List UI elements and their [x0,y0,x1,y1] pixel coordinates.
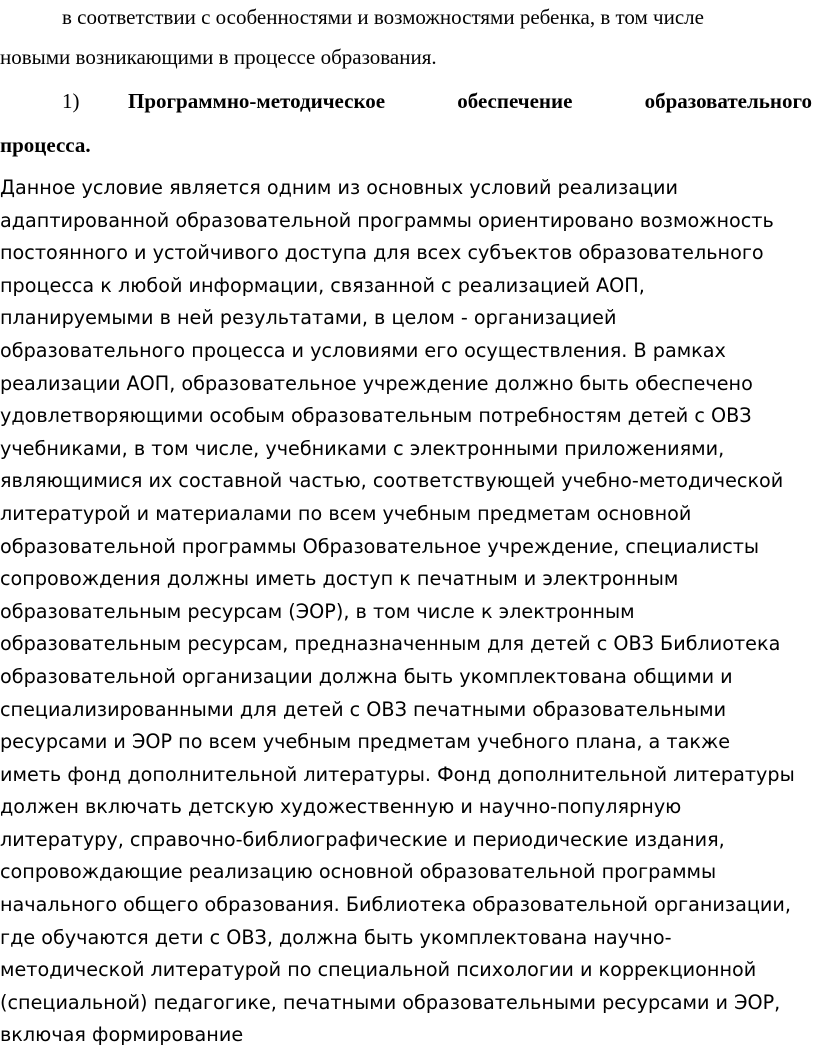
body-line: ресурсами и ЭОР по всем учебным предметам учебного плана, а также [0,730,731,754]
section-heading [0,86,812,116]
body-line: удовлетворяющими особым образовательным потребностям детей с ОВЗ [0,404,752,428]
body-line: образовательным ресурсам (ЭОР), в том числе к электронным [0,599,635,623]
intro-line-2: новыми возникающими в процессе образования. [0,45,437,69]
body-line: Данное условие является одним из основных условий реализации [0,176,678,199]
body-line: (специальной) педагогике, печатными образовательными ресурсами и ЭОР, [0,990,781,1014]
body-line: сопровождающие реализацию основной образовательной программы [0,860,717,884]
body-line: являющимися их составной частью, соответствующей учебно-методической [0,469,784,493]
body-line: где обучаются дети с ОВЗ, должна быть укомплектована научно- [0,925,672,949]
body-line: должен включать детскую художественную и научно-популярную [0,795,682,819]
body-line: учебниками, в том числе, учебниками с электронными приложениями, [0,436,725,460]
section-title-continuation: процесса. [0,133,91,157]
body-line: постоянного и устойчивого доступа для всех субъектов образовательного [0,241,764,265]
body-line: литературу, справочно-библиографические и периодические издания, [0,827,725,851]
section-title: Программно-методическое обеспечение образовательного [128,89,812,113]
body-line: реализации АОП, образовательное учреждение должно быть обеспечено [0,371,753,395]
body-paragraph [0,172,812,1052]
intro-line-1: в соответствии с особенностями и возможностями ребенка, в том числе [62,5,704,29]
body-line: иметь фонд дополнительной литературы. Фонд дополнительной литературы [0,762,795,786]
body-line: процесса к любой информации, связанной с реализацией АОП, [0,273,645,297]
body-line: образовательной программы Образовательное учреждение, специалисты [0,534,760,558]
body-line: образовательного процесса и условиями его осуществления. В рамках [0,338,726,362]
body-line: образовательным ресурсам, предназначенным для детей с ОВЗ Библиотека [0,632,781,656]
body-line: специализированными для детей с ОВЗ печатными образовательными [0,697,727,721]
body-line: включая формирование [0,1023,244,1047]
body-line: литературой и материалами по всем учебным предметам основной [0,501,692,525]
body-line: сопровождения должны иметь доступ к печатным и электронным [0,567,679,591]
body-line: образовательной организации должна быть укомплектована общими и [0,664,733,688]
section-number: 1) [62,89,80,113]
body-line: адаптированной образовательной программы ориентировано возможность [0,208,774,232]
body-line: начального общего образования. Библиотека образовательной организации, [0,893,791,917]
body-line: методической литературой по специальной психологии и коррекционной [0,958,757,982]
body-line: планируемыми в ней результатами, в целом - организацией [0,306,617,330]
